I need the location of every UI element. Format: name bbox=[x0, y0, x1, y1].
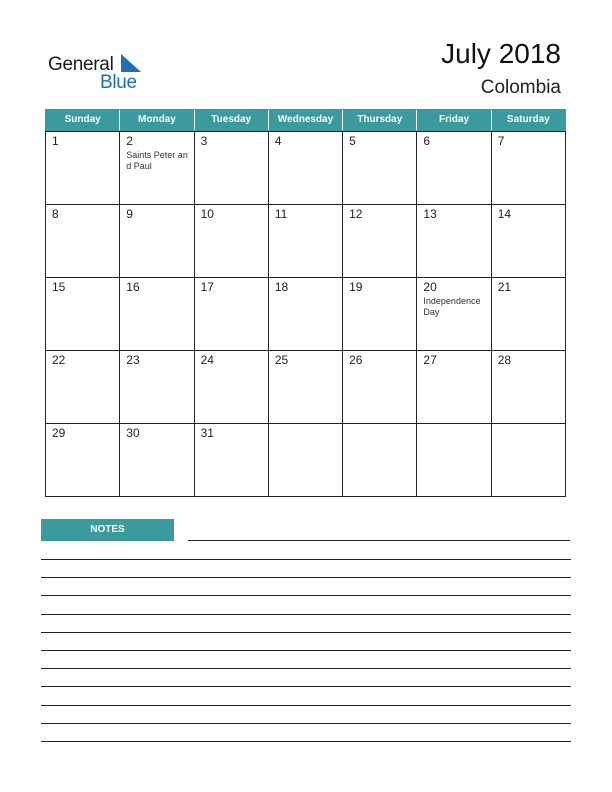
day-number: 21 bbox=[497, 280, 512, 294]
notes-line bbox=[41, 650, 571, 651]
day-cell[interactable] bbox=[269, 205, 343, 278]
day-number: 10 bbox=[200, 207, 214, 221]
day-number: 7 bbox=[497, 134, 505, 148]
day-number: 3 bbox=[200, 134, 208, 148]
day-number: 23 bbox=[126, 353, 140, 367]
logo-word-blue: Blue bbox=[100, 72, 137, 93]
day-number: 5 bbox=[349, 134, 356, 148]
day-cell[interactable] bbox=[46, 351, 120, 424]
calendar-week-row bbox=[46, 132, 566, 205]
day-cell[interactable] bbox=[195, 132, 269, 205]
day-cell[interactable] bbox=[417, 278, 491, 351]
day-cell[interactable] bbox=[417, 351, 491, 424]
day-cell[interactable] bbox=[492, 351, 566, 424]
weekday-thursday: Thursday bbox=[343, 110, 417, 130]
day-number: 24 bbox=[200, 353, 214, 367]
notes-line bbox=[41, 723, 571, 724]
day-cell[interactable] bbox=[195, 205, 269, 278]
notes-label: NOTES bbox=[41, 519, 174, 541]
day-number: 2 bbox=[126, 134, 133, 148]
notes-line bbox=[41, 614, 571, 615]
day-number: 8 bbox=[52, 207, 59, 221]
weekday-wednesday: Wednesday bbox=[269, 110, 343, 130]
holiday-event: Saints Peter and Paul bbox=[126, 150, 188, 171]
day-cell[interactable] bbox=[343, 351, 417, 424]
calendar-body bbox=[45, 131, 566, 497]
notes-line bbox=[41, 686, 571, 687]
day-number: 22 bbox=[52, 353, 66, 367]
day-number: 13 bbox=[423, 207, 437, 221]
day-cell[interactable] bbox=[343, 424, 417, 497]
day-number: 15 bbox=[52, 280, 66, 294]
day-cell[interactable] bbox=[343, 278, 417, 351]
day-number: 30 bbox=[126, 426, 140, 440]
day-number: 14 bbox=[497, 207, 512, 221]
notes-line bbox=[41, 668, 571, 669]
day-cell[interactable] bbox=[195, 351, 269, 424]
day-cell[interactable] bbox=[269, 132, 343, 205]
day-number: 31 bbox=[200, 426, 214, 440]
day-cell[interactable] bbox=[492, 278, 566, 351]
day-cell[interactable] bbox=[269, 424, 343, 497]
day-cell[interactable] bbox=[269, 278, 343, 351]
notes-line bbox=[41, 705, 571, 706]
weekday-saturday: Saturday bbox=[506, 114, 550, 125]
day-cell[interactable] bbox=[343, 205, 417, 278]
day-cell[interactable] bbox=[120, 424, 194, 497]
day-cell[interactable] bbox=[120, 351, 194, 424]
day-number: 16 bbox=[126, 280, 140, 294]
day-cell[interactable] bbox=[343, 132, 417, 205]
day-number: 11 bbox=[274, 207, 288, 221]
day-number: 9 bbox=[126, 207, 133, 221]
day-cell[interactable] bbox=[120, 278, 194, 351]
calendar-week-row bbox=[46, 351, 566, 424]
day-cell[interactable] bbox=[492, 205, 566, 278]
day-number: 19 bbox=[349, 280, 363, 294]
weekday-friday: Friday bbox=[417, 110, 491, 130]
day-cell[interactable] bbox=[492, 424, 566, 497]
day-cell[interactable] bbox=[120, 132, 194, 205]
notes-line bbox=[41, 559, 571, 560]
day-number: 17 bbox=[200, 280, 214, 294]
calendar-week-row bbox=[46, 424, 566, 497]
day-cell[interactable] bbox=[120, 205, 194, 278]
logo-triangle-icon bbox=[121, 54, 141, 72]
day-number: 6 bbox=[423, 134, 431, 148]
day-cell[interactable] bbox=[492, 132, 566, 205]
day-cell[interactable] bbox=[46, 132, 120, 205]
day-number: 28 bbox=[497, 353, 512, 367]
holiday-event: Independence Day bbox=[423, 296, 481, 317]
day-number: 4 bbox=[274, 134, 282, 148]
notes-line bbox=[41, 595, 571, 596]
day-cell[interactable] bbox=[417, 424, 491, 497]
day-cell[interactable] bbox=[195, 424, 269, 497]
day-number: 25 bbox=[274, 353, 289, 367]
day-number: 29 bbox=[52, 426, 66, 440]
notes-line bbox=[188, 540, 570, 541]
day-cell[interactable] bbox=[417, 205, 491, 278]
day-cell[interactable] bbox=[46, 278, 120, 351]
day-number: 18 bbox=[274, 280, 289, 294]
day-cell[interactable] bbox=[46, 205, 120, 278]
weekday-header bbox=[45, 109, 566, 131]
day-number: 26 bbox=[349, 353, 363, 367]
calendar-week-row bbox=[46, 278, 566, 351]
notes-line bbox=[41, 577, 571, 578]
calendar-grid bbox=[45, 109, 566, 498]
day-cell[interactable] bbox=[46, 424, 120, 497]
country-name: Colombia bbox=[480, 77, 561, 98]
weekday-tuesday: Tuesday bbox=[195, 110, 269, 130]
day-cell[interactable] bbox=[269, 351, 343, 424]
day-number: 1 bbox=[52, 134, 59, 148]
weekday-sunday: Sunday bbox=[46, 110, 120, 130]
month-title: July 2018 bbox=[441, 38, 561, 69]
day-number: 27 bbox=[423, 353, 437, 367]
logo-word-general: General bbox=[48, 54, 114, 75]
generalblue-logo bbox=[48, 52, 158, 92]
weekday-monday: Monday bbox=[120, 110, 194, 130]
day-cell[interactable] bbox=[417, 132, 491, 205]
day-cell[interactable] bbox=[195, 278, 269, 351]
day-number: 12 bbox=[349, 207, 363, 221]
notes-line bbox=[41, 632, 571, 633]
notes-line bbox=[41, 741, 571, 742]
day-number: 20 bbox=[423, 280, 437, 294]
calendar-week-row bbox=[46, 205, 566, 278]
